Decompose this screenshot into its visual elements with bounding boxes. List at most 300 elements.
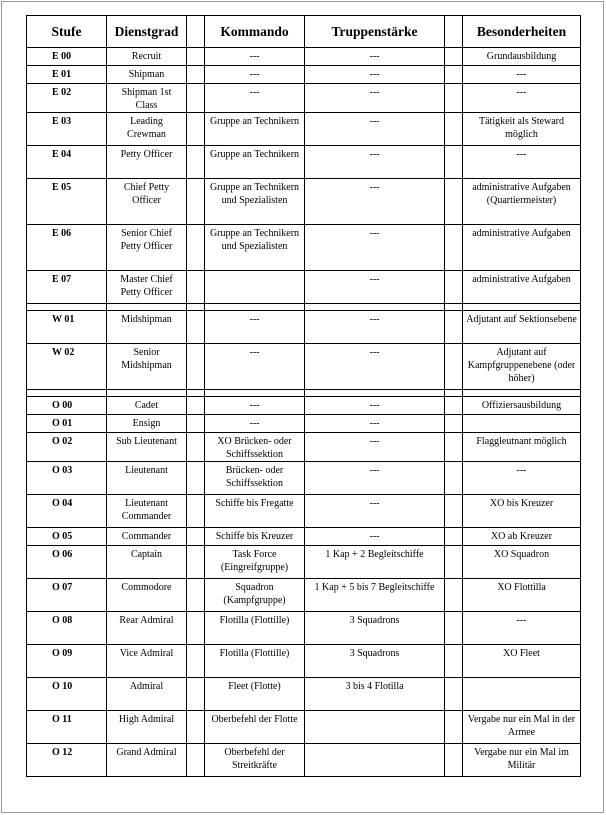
stufe-cell-text: O 05	[52, 531, 73, 542]
kommando-cell-text: Oberbefehl der Streitkräfte	[224, 747, 285, 771]
dienstgrad-cell-text: Grand Admiral	[116, 747, 177, 758]
table-row	[27, 397, 581, 415]
besonderheiten-cell	[463, 612, 581, 645]
truppenstaerke-cell	[305, 48, 445, 66]
header-besonderheiten: Besonderheiten	[463, 16, 581, 48]
stufe-cell-text: W 01	[52, 314, 75, 325]
table-row	[27, 271, 581, 304]
truppenstaerke-cell	[305, 113, 445, 146]
stufe-cell	[27, 579, 107, 612]
stufe-cell	[27, 84, 107, 113]
kommando-cell	[205, 113, 305, 146]
kommando-cell	[205, 271, 305, 304]
dienstgrad-cell	[107, 271, 187, 304]
truppenstaerke-cell	[305, 744, 445, 777]
header-stufe: Stufe	[27, 16, 107, 48]
spacer-cell	[445, 311, 463, 344]
stufe-cell	[27, 495, 107, 528]
truppenstaerke-cell-text: ---	[369, 87, 380, 98]
dienstgrad-cell-text: Senior Midshipman	[121, 347, 172, 371]
spacer-cell	[187, 744, 205, 777]
stufe-cell-text: W 02	[52, 347, 75, 358]
besonderheiten-cell-text: ---	[516, 615, 527, 626]
stufe-cell	[27, 433, 107, 462]
dienstgrad-cell	[107, 546, 187, 579]
truppenstaerke-cell-text: 1 Kap + 2 Begleitschiffe	[325, 549, 424, 560]
table-body	[27, 48, 581, 777]
stufe-cell-text: O 01	[52, 418, 73, 429]
table-header-row	[27, 16, 581, 48]
besonderheiten-cell-text: ---	[516, 69, 527, 80]
stufe-cell	[27, 744, 107, 777]
besonderheiten-cell-text	[466, 678, 577, 680]
spacer-cell	[445, 579, 463, 612]
dienstgrad-cell-text: Vice Admiral	[119, 648, 174, 659]
stufe-cell	[27, 462, 107, 495]
dienstgrad-cell	[107, 311, 187, 344]
besonderheiten-cell	[463, 225, 581, 271]
besonderheiten-cell-text: Offiziersausbildung	[481, 400, 562, 411]
table-row	[27, 711, 581, 744]
separator-cell	[463, 390, 581, 397]
truppenstaerke-cell	[305, 225, 445, 271]
besonderheiten-cell	[463, 462, 581, 495]
dienstgrad-cell-text: Lieutenant Commander	[121, 498, 172, 522]
truppenstaerke-cell-text: ---	[369, 182, 380, 193]
kommando-cell-text: XO Brücken- oder Schiffssektion	[217, 436, 292, 460]
stufe-cell	[27, 678, 107, 711]
stufe-cell-text: O 04	[52, 498, 73, 509]
stufe-cell-text: O 08	[52, 615, 73, 626]
truppenstaerke-cell-text: ---	[369, 531, 380, 542]
separator-row	[27, 390, 581, 397]
spacer-cell	[187, 48, 205, 66]
besonderheiten-cell-text: Flaggleutnant möglich	[476, 436, 567, 447]
besonderheiten-cell-text: XO Flottilla	[497, 582, 546, 593]
spacer-cell	[187, 546, 205, 579]
kommando-cell-text: Gruppe an Technikern	[209, 149, 300, 160]
kommando-cell	[205, 462, 305, 495]
dienstgrad-cell	[107, 612, 187, 645]
table-row	[27, 433, 581, 462]
table-row	[27, 84, 581, 113]
kommando-cell	[205, 66, 305, 84]
besonderheiten-cell-text	[466, 415, 577, 417]
header-spacer	[445, 16, 463, 48]
kommando-cell	[205, 344, 305, 390]
dienstgrad-cell	[107, 678, 187, 711]
spacer-cell	[445, 744, 463, 777]
truppenstaerke-cell	[305, 612, 445, 645]
kommando-cell	[205, 645, 305, 678]
kommando-cell	[205, 397, 305, 415]
dienstgrad-cell	[107, 645, 187, 678]
kommando-cell-text: ---	[249, 314, 260, 325]
besonderheiten-cell	[463, 66, 581, 84]
besonderheiten-cell	[463, 311, 581, 344]
besonderheiten-cell-text: ---	[516, 87, 527, 98]
kommando-cell	[205, 678, 305, 711]
stufe-cell-text: E 04	[52, 149, 72, 160]
spacer-cell	[445, 711, 463, 744]
kommando-cell	[205, 179, 305, 225]
separator-cell	[27, 304, 107, 311]
truppenstaerke-cell-text: ---	[369, 498, 380, 509]
spacer-cell	[445, 678, 463, 711]
table-row	[27, 528, 581, 546]
truppenstaerke-cell	[305, 311, 445, 344]
kommando-cell-text: Fleet (Flotte)	[228, 681, 281, 692]
dienstgrad-cell	[107, 579, 187, 612]
spacer-cell	[187, 462, 205, 495]
kommando-cell-text: Schiffe bis Fregatte	[215, 498, 294, 509]
stufe-cell	[27, 415, 107, 433]
table-row	[27, 678, 581, 711]
dienstgrad-cell	[107, 113, 187, 146]
stufe-cell	[27, 645, 107, 678]
truppenstaerke-cell-text: ---	[369, 228, 380, 239]
spacer-cell	[445, 462, 463, 495]
kommando-cell-text: ---	[249, 418, 260, 429]
header-spacer	[187, 16, 205, 48]
besonderheiten-cell	[463, 397, 581, 415]
dienstgrad-cell-text: High Admiral	[118, 714, 175, 725]
stufe-cell	[27, 397, 107, 415]
besonderheiten-cell	[463, 271, 581, 304]
stufe-cell-text: E 03	[52, 116, 72, 127]
besonderheiten-cell	[463, 179, 581, 225]
separator-cell	[187, 304, 205, 311]
truppenstaerke-cell-text: ---	[369, 51, 380, 62]
kommando-cell	[205, 415, 305, 433]
kommando-cell	[205, 711, 305, 744]
truppenstaerke-cell-text: ---	[369, 314, 380, 325]
spacer-cell	[187, 271, 205, 304]
truppenstaerke-cell-text: 3 Squadrons	[349, 648, 400, 659]
dienstgrad-cell	[107, 397, 187, 415]
spacer-cell	[187, 113, 205, 146]
stufe-cell-text: O 00	[52, 400, 73, 411]
spacer-cell	[445, 344, 463, 390]
spacer-cell	[187, 645, 205, 678]
separator-cell	[305, 390, 445, 397]
separator-cell	[187, 390, 205, 397]
stufe-cell-text: O 07	[52, 582, 73, 593]
spacer-cell	[445, 612, 463, 645]
besonderheiten-cell	[463, 415, 581, 433]
spacer-cell	[445, 84, 463, 113]
truppenstaerke-cell	[305, 344, 445, 390]
stufe-cell-text: O 03	[52, 465, 73, 476]
table-row	[27, 645, 581, 678]
spacer-cell	[445, 433, 463, 462]
stufe-cell	[27, 344, 107, 390]
spacer-cell	[445, 179, 463, 225]
truppenstaerke-cell-text: ---	[369, 69, 380, 80]
table-row	[27, 744, 581, 777]
besonderheiten-cell-text: ---	[516, 149, 527, 160]
spacer-cell	[445, 48, 463, 66]
spacer-cell	[187, 344, 205, 390]
kommando-cell-text: Task Force (Eingreifgruppe)	[220, 549, 289, 573]
table-row	[27, 612, 581, 645]
dienstgrad-cell-text: Ensign	[132, 418, 161, 429]
table-row	[27, 344, 581, 390]
dienstgrad-cell	[107, 146, 187, 179]
besonderheiten-cell-text: Adjutant auf Kampfgruppenebene (oder höher)	[467, 347, 576, 384]
table-row	[27, 579, 581, 612]
stufe-cell	[27, 225, 107, 271]
dienstgrad-cell-text: Admiral	[129, 681, 164, 692]
kommando-cell	[205, 546, 305, 579]
stufe-cell	[27, 271, 107, 304]
kommando-cell	[205, 311, 305, 344]
dienstgrad-cell	[107, 84, 187, 113]
truppenstaerke-cell-text: ---	[369, 274, 380, 285]
spacer-cell	[187, 433, 205, 462]
spacer-cell	[187, 66, 205, 84]
dienstgrad-cell-text: Chief Petty Officer	[123, 182, 170, 206]
kommando-cell-text: ---	[249, 51, 260, 62]
kommando-cell-text: Flotilla (Flottille)	[219, 615, 290, 626]
dienstgrad-cell	[107, 433, 187, 462]
kommando-cell-text: ---	[249, 69, 260, 80]
dienstgrad-cell-text: Commodore	[121, 582, 172, 593]
kommando-cell-text: Oberbefehl der Flotte	[211, 714, 298, 725]
stufe-cell-text: O 09	[52, 648, 73, 659]
spacer-cell	[445, 146, 463, 179]
truppenstaerke-cell	[305, 528, 445, 546]
stufe-cell-text: O 11	[52, 714, 72, 725]
table-row	[27, 462, 581, 495]
dienstgrad-cell-text: Captain	[130, 549, 163, 560]
spacer-cell	[187, 225, 205, 271]
truppenstaerke-cell-text: ---	[369, 400, 380, 411]
besonderheiten-cell-text: XO Squadron	[493, 549, 550, 560]
header-dienstgrad: Dienstgrad	[107, 16, 187, 48]
dienstgrad-cell	[107, 344, 187, 390]
table-row	[27, 495, 581, 528]
stufe-cell	[27, 528, 107, 546]
stufe-cell-text: O 06	[52, 549, 73, 560]
besonderheiten-cell-text: Vergabe nur ein Mal in der Armee	[467, 714, 576, 738]
separator-cell	[27, 390, 107, 397]
kommando-cell	[205, 579, 305, 612]
dienstgrad-cell	[107, 225, 187, 271]
truppenstaerke-cell	[305, 415, 445, 433]
kommando-cell	[205, 433, 305, 462]
truppenstaerke-cell-text: 3 bis 4 Flotilla	[345, 681, 404, 692]
dienstgrad-cell-text: Cadet	[134, 400, 159, 411]
stufe-cell	[27, 179, 107, 225]
truppenstaerke-cell	[305, 179, 445, 225]
kommando-cell-text: Schiffe bis Kreuzer	[215, 531, 294, 542]
kommando-cell-text	[208, 271, 301, 273]
separator-cell	[205, 304, 305, 311]
besonderheiten-cell	[463, 433, 581, 462]
dienstgrad-cell-text: Leading Crewman	[127, 116, 166, 140]
table-row	[27, 225, 581, 271]
spacer-cell	[187, 179, 205, 225]
spacer-cell	[187, 528, 205, 546]
truppenstaerke-cell	[305, 579, 445, 612]
kommando-cell	[205, 225, 305, 271]
dienstgrad-cell-text: Rear Admiral	[119, 615, 174, 626]
kommando-cell-text: Gruppe an Technikern und Spezialisten	[209, 228, 300, 252]
truppenstaerke-cell	[305, 84, 445, 113]
truppenstaerke-cell-text: ---	[369, 347, 380, 358]
stufe-cell-text: E 01	[52, 69, 72, 80]
besonderheiten-cell	[463, 344, 581, 390]
kommando-cell-text: Brücken- oder Schiffssektion	[225, 465, 284, 489]
truppenstaerke-cell	[305, 462, 445, 495]
besonderheiten-cell-text: administrative Aufgaben	[472, 274, 571, 285]
besonderheiten-cell	[463, 645, 581, 678]
separator-cell	[107, 390, 187, 397]
kommando-cell-text: Flotilla (Flottille)	[219, 648, 290, 659]
spacer-cell	[445, 645, 463, 678]
stufe-cell-text: O 10	[52, 681, 73, 692]
dienstgrad-cell-text: Master Chief Petty Officer	[120, 274, 173, 298]
table-row	[27, 311, 581, 344]
stufe-cell	[27, 48, 107, 66]
dienstgrad-cell-text: Petty Officer	[120, 149, 173, 160]
table-row	[27, 179, 581, 225]
besonderheiten-cell	[463, 678, 581, 711]
kommando-cell	[205, 744, 305, 777]
separator-row	[27, 304, 581, 311]
kommando-cell	[205, 48, 305, 66]
separator-cell	[305, 304, 445, 311]
dienstgrad-cell	[107, 48, 187, 66]
truppenstaerke-cell-text: ---	[369, 418, 380, 429]
truppenstaerke-cell	[305, 146, 445, 179]
spacer-cell	[445, 495, 463, 528]
truppenstaerke-cell	[305, 711, 445, 744]
spacer-cell	[187, 579, 205, 612]
spacer-cell	[445, 528, 463, 546]
truppenstaerke-cell-text: ---	[369, 116, 380, 127]
truppenstaerke-cell	[305, 678, 445, 711]
besonderheiten-cell-text: XO ab Kreuzer	[490, 531, 553, 542]
dienstgrad-cell-text: Shipman 1st Class	[121, 87, 172, 111]
besonderheiten-cell	[463, 495, 581, 528]
table-row	[27, 146, 581, 179]
spacer-cell	[445, 225, 463, 271]
dienstgrad-cell-text: Senior Chief Petty Officer	[120, 228, 173, 252]
stufe-cell	[27, 66, 107, 84]
besonderheiten-cell	[463, 84, 581, 113]
truppenstaerke-cell-text	[308, 744, 441, 746]
dienstgrad-cell	[107, 528, 187, 546]
truppenstaerke-cell	[305, 66, 445, 84]
besonderheiten-cell	[463, 146, 581, 179]
stufe-cell	[27, 311, 107, 344]
truppenstaerke-cell-text: ---	[369, 436, 380, 447]
spacer-cell	[187, 397, 205, 415]
stufe-cell-text: O 12	[52, 747, 73, 758]
kommando-cell-text: Gruppe an Technikern und Spezialisten	[209, 182, 300, 206]
besonderheiten-cell-text: Adjutant auf Sektionsebene	[466, 314, 577, 325]
header-kommando: Kommando	[205, 16, 305, 48]
spacer-cell	[445, 113, 463, 146]
besonderheiten-cell-text: Grundausbildung	[486, 51, 557, 62]
stufe-cell	[27, 546, 107, 579]
separator-cell	[107, 304, 187, 311]
besonderheiten-cell-text: XO Fleet	[503, 648, 540, 659]
dienstgrad-cell	[107, 179, 187, 225]
spacer-cell	[187, 678, 205, 711]
truppenstaerke-cell-text: ---	[369, 149, 380, 160]
spacer-cell	[445, 397, 463, 415]
dienstgrad-cell	[107, 495, 187, 528]
spacer-cell	[187, 415, 205, 433]
separator-cell	[445, 390, 463, 397]
dienstgrad-cell-text: Recruit	[131, 51, 162, 62]
dienstgrad-cell	[107, 66, 187, 84]
rank-table	[26, 15, 581, 777]
besonderheiten-cell-text: ---	[516, 465, 527, 476]
spacer-cell	[445, 66, 463, 84]
truppenstaerke-cell	[305, 495, 445, 528]
stufe-cell-text: E 07	[52, 274, 72, 285]
table-row	[27, 113, 581, 146]
spacer-cell	[187, 146, 205, 179]
truppenstaerke-cell-text	[308, 711, 441, 713]
dienstgrad-cell	[107, 415, 187, 433]
stufe-cell	[27, 612, 107, 645]
spacer-cell	[187, 612, 205, 645]
besonderheiten-cell	[463, 546, 581, 579]
besonderheiten-cell	[463, 113, 581, 146]
dienstgrad-cell-text: Sub Lieutenant	[116, 436, 177, 447]
stufe-cell-text: E 06	[52, 228, 72, 239]
spacer-cell	[187, 495, 205, 528]
truppenstaerke-cell-text: 1 Kap + 5 bis 7 Begleitschiffe	[314, 582, 435, 593]
spacer-cell	[445, 271, 463, 304]
kommando-cell-text: Squadron (Kampfgruppe)	[223, 582, 286, 606]
dienstgrad-cell-text: Shipman	[128, 69, 165, 80]
truppenstaerke-cell-text: 3 Squadrons	[349, 615, 400, 626]
dienstgrad-cell-text: Midshipman	[121, 314, 172, 325]
spacer-cell	[445, 546, 463, 579]
besonderheiten-cell	[463, 711, 581, 744]
truppenstaerke-cell	[305, 433, 445, 462]
stufe-cell-text: E 02	[52, 87, 72, 98]
stufe-cell-text: E 00	[52, 51, 72, 62]
stufe-cell	[27, 711, 107, 744]
stufe-cell-text: E 05	[52, 182, 72, 193]
besonderheiten-cell-text: XO bis Kreuzer	[489, 498, 554, 509]
besonderheiten-cell-text: Vergabe nur ein Mal im Militär	[474, 747, 569, 771]
table-row	[27, 66, 581, 84]
kommando-cell-text: ---	[249, 347, 260, 358]
header-truppenstaerke: Truppenstärke	[305, 16, 445, 48]
truppenstaerke-cell	[305, 546, 445, 579]
dienstgrad-cell	[107, 744, 187, 777]
besonderheiten-cell-text: Tätigkeit als Steward möglich	[479, 116, 564, 140]
spacer-cell	[445, 415, 463, 433]
kommando-cell	[205, 84, 305, 113]
kommando-cell-text: ---	[249, 87, 260, 98]
separator-cell	[445, 304, 463, 311]
table-row	[27, 546, 581, 579]
besonderheiten-cell	[463, 744, 581, 777]
kommando-cell	[205, 528, 305, 546]
besonderheiten-cell	[463, 48, 581, 66]
dienstgrad-cell	[107, 462, 187, 495]
kommando-cell-text: Gruppe an Technikern	[209, 116, 300, 127]
